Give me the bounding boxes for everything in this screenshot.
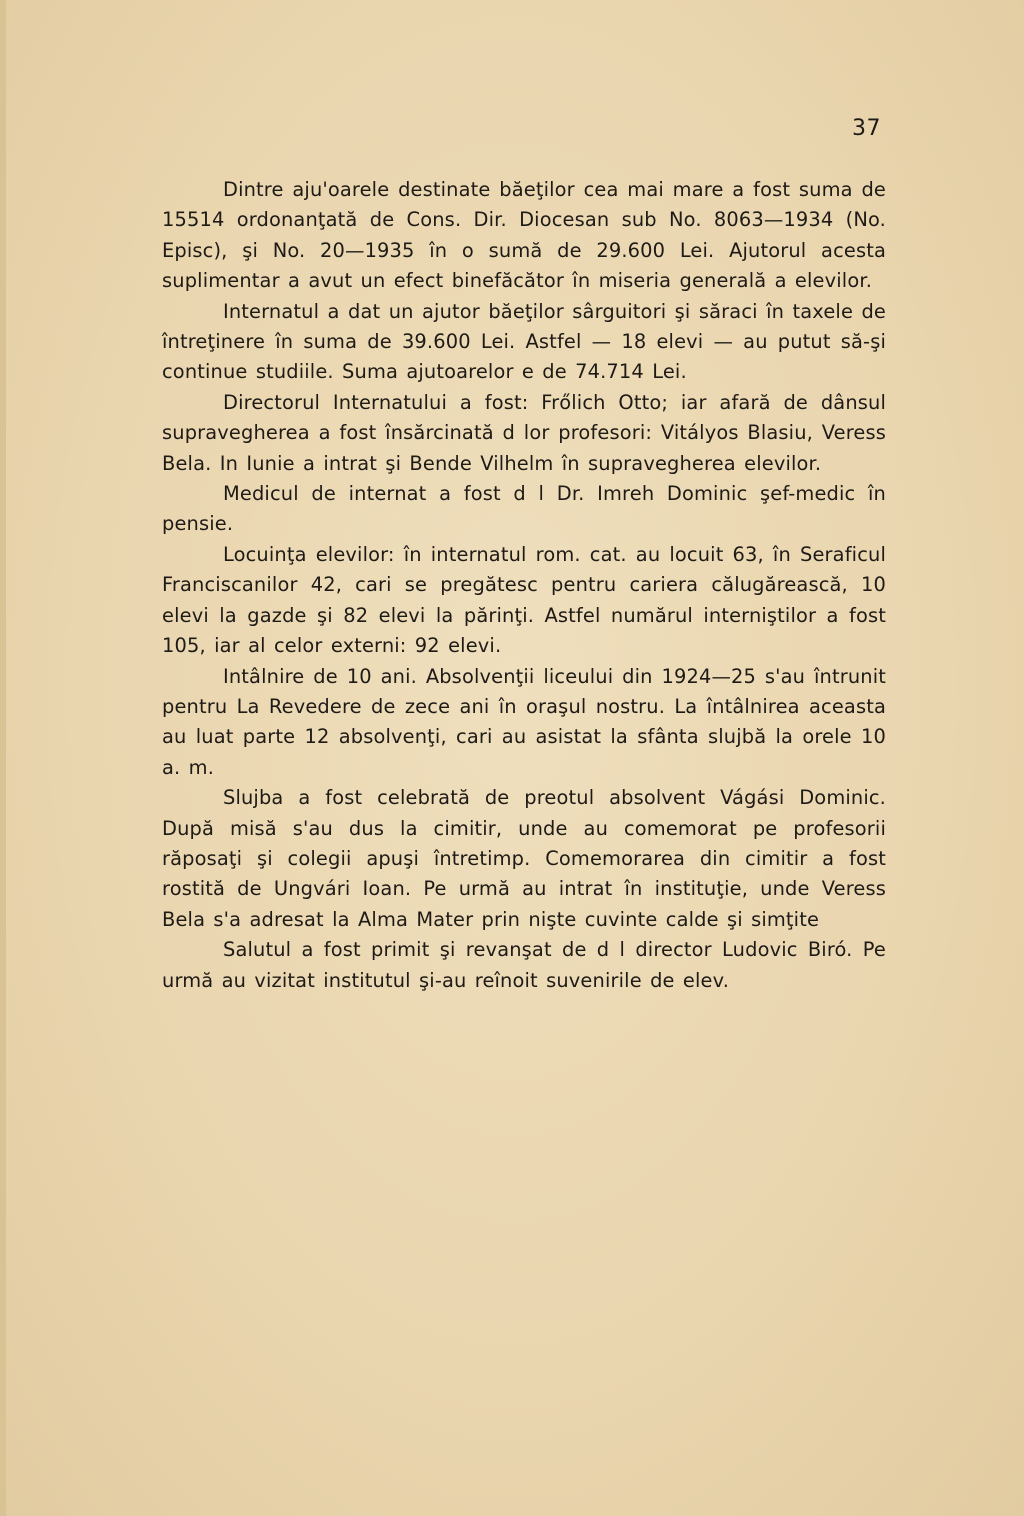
body-text [162, 175, 886, 996]
paragraph-salutul: Salutul a fost primit şi revanşat de d l director Ludovic Biró. Pe urmă au vizitat institutul şi-au reînoit suvenirile de elev. [162, 938, 886, 992]
paragraph-ajutoare: Dintre aju'oarele destinate băeţilor cea mai mare a fost suma de 15514 ordonanţată de Cons. Dir. Diocesan sub No. 8063—1934 (No. Episc), şi No. 20—1935 în o sumă de 29.600 Lei. Ajutorul acesta suplimentar a avut un efect binefăcător în miseria generală a elevilor. [162, 178, 886, 293]
paragraph-slujba: Slujba a fost celebrată de preotul absolvent Vágási Dominic. După misă s'au dus la cimitir, unde au comemorat pe profesorii răposaţi şi colegii apuşi întretimp. Comemorarea din cimitir a fost rostită de Ungvári Ioan. Pe urmă au intrat în instituţie, unde Veress Bela s'a adresat la Alma Mater prin nişte cuvinte calde şi simţite [162, 786, 886, 931]
paragraph-locuinta: Locuinţa elevilor: în internatul rom. cat. au locuit 63, în Seraficul Franciscanilor 42, cari se pregătesc pentru cariera călugărească, 10 elevi la gazde şi 82 elevi la părinţi. Astfel numărul interniştilor a fost 105, iar al celor externi: 92 elevi. [162, 542, 886, 658]
paragraph-intalnire: Intâlnire de 10 ani. Absolvenţii liceului din 1924—25 s'au întrunit pentru La Revedere de zece ani în oraşul nostru. La întâlnirea aceasta au luat parte 12 absolvenţi, cari au asistat la sfânta slujbă la orele 10 a. m. [162, 664, 886, 779]
page-edge [0, 0, 6, 1516]
paragraph-internat-ajutor: Internatul a dat un ajutor băeţilor sârguitori şi săraci în taxele de întreţinere în suma de 39.600 Lei. Astfel — 18 elevi — au putut să-şi continue studiile. Suma ajutoarelor e de 74.714 Lei. [162, 299, 886, 384]
paragraph-medic: Medicul de internat a fost d l Dr. Imreh Dominic şef-medic în pensie. [162, 482, 886, 536]
paragraph-director: Directorul Internatului a fost: Frőlich Otto; iar afară de dânsul supravegherea a fost însărcinată d lor profesori: Vitályos Blasiu, Veress Bela. In Iunie a intrat şi Bende Vilhelm în supravegherea elevilor. [162, 390, 886, 475]
page-number: 37 [852, 116, 881, 141]
